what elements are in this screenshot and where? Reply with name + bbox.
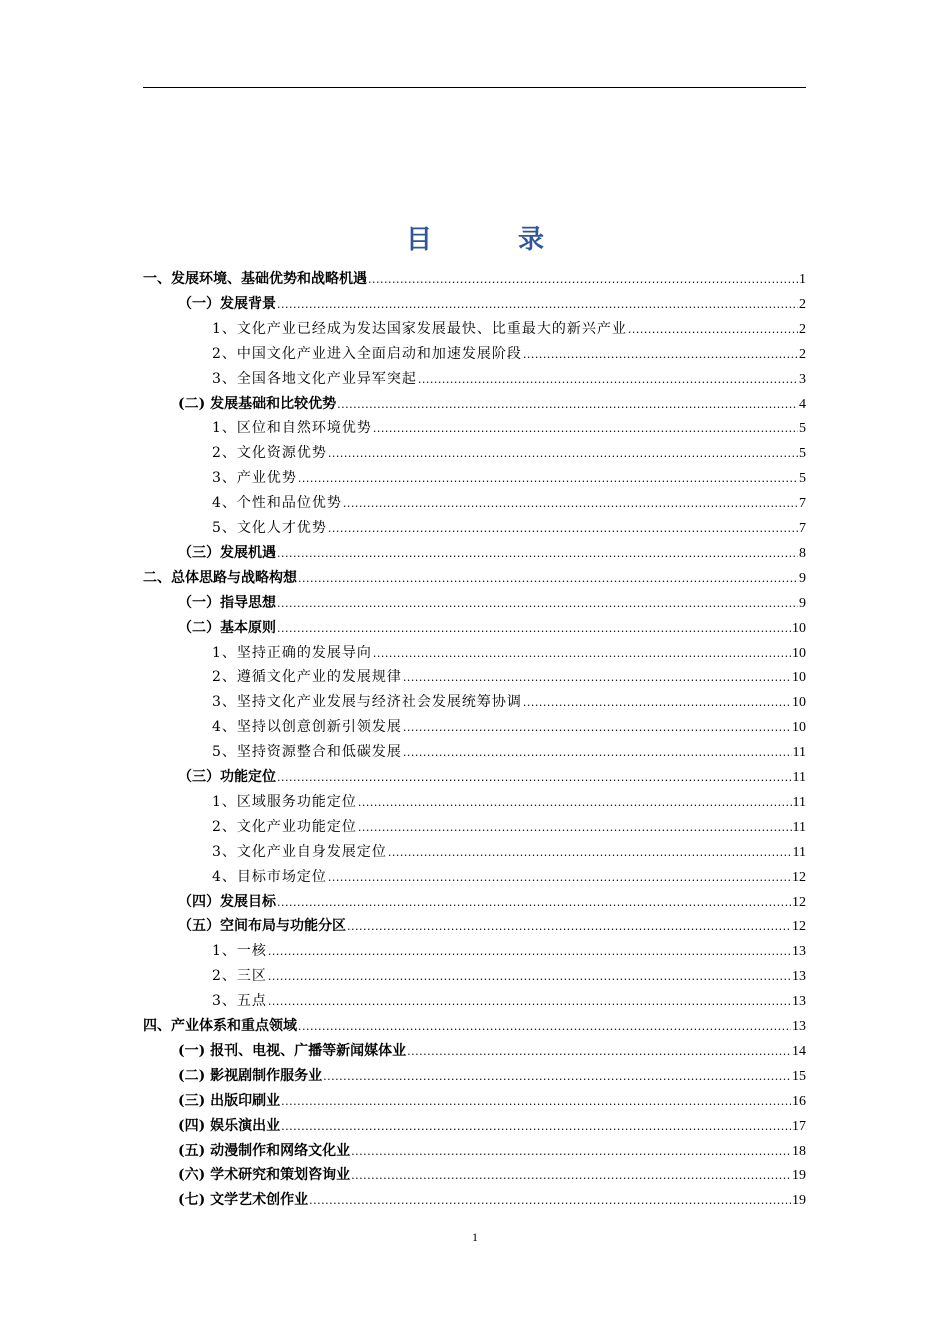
toc-entry-page: 12: [792, 919, 806, 935]
toc-entry[interactable]: [212, 790, 806, 815]
page-number: 1: [472, 1230, 478, 1244]
toc-entry-page: 12: [792, 869, 806, 885]
toc-entry[interactable]: [212, 865, 806, 890]
toc-dot-leader: [268, 939, 791, 964]
toc-entry[interactable]: [178, 616, 806, 641]
toc-dot-leader: [388, 840, 792, 865]
toc-entry-label: (一) 报刊、电视、广播等新闻媒体业: [178, 1042, 407, 1059]
toc-entry-page: 8: [799, 545, 806, 561]
toc-entry-label: 一、发展环境、基础优势和战略机遇: [143, 271, 367, 287]
toc-entry-label: 1、一核: [212, 943, 267, 960]
toc-entry-label: 二、总体思路与战略构想: [143, 569, 297, 586]
toc-entry-label: (四) 娱乐演出业: [178, 1117, 281, 1134]
toc-entry-label: （五）空间布局与功能分区: [178, 918, 346, 935]
toc-entry-page: 5: [799, 471, 806, 487]
toc-dot-leader: [358, 815, 792, 840]
toc-entry-label: 4、坚持以创意创新引领发展: [212, 719, 402, 736]
toc-dot-leader: [523, 690, 791, 715]
toc-entry-page: 11: [792, 794, 806, 810]
toc-entry-label: 3、文化产业自身发展定位: [212, 843, 387, 860]
toc-entry[interactable]: [143, 267, 806, 292]
toc-entry[interactable]: [212, 441, 806, 466]
toc-entry-label: 2、三区: [212, 968, 267, 985]
toc-entry[interactable]: [178, 914, 806, 939]
toc-dot-leader: [281, 1114, 791, 1139]
toc-dot-leader: [407, 1039, 791, 1064]
toc-entry-label: （三）发展机遇: [178, 544, 276, 561]
toc-dot-leader: [277, 591, 798, 616]
toc-entry-page: 18: [792, 1143, 806, 1159]
toc-entry-label: 3、全国各地文化产业异军突起: [212, 370, 417, 387]
toc-entry-page: 14: [792, 1043, 806, 1059]
toc-entry[interactable]: [212, 964, 806, 989]
toc-entry[interactable]: [178, 591, 806, 616]
toc-entry-label: (二) 发展基础和比较优势: [178, 395, 337, 412]
toc-entry[interactable]: [212, 317, 806, 342]
toc-entry-page: 16: [792, 1093, 806, 1109]
toc-entry-label: 4、目标市场定位: [212, 868, 327, 885]
toc-entry[interactable]: [212, 367, 806, 392]
toc-dot-leader: [328, 441, 798, 466]
toc-entry-page: 12: [792, 894, 806, 910]
toc-entry[interactable]: [212, 342, 806, 367]
toc-entry-label: 4、个性和品位优势: [212, 495, 342, 512]
toc-entry-page: 2: [799, 321, 806, 337]
toc-entry[interactable]: [178, 1163, 806, 1188]
toc-entry-label: (三) 出版印刷业: [178, 1092, 281, 1109]
toc-dot-leader: [403, 740, 792, 765]
toc-entry-page: 9: [799, 595, 806, 611]
toc-dot-leader: [347, 914, 791, 939]
toc-entry[interactable]: [178, 890, 806, 915]
toc-entry-label: 1、区域服务功能定位: [212, 793, 357, 810]
toc-dot-leader: [298, 466, 798, 491]
toc-dot-leader: [328, 516, 798, 541]
toc-dot-leader: [277, 541, 798, 566]
toc-entry-label: (五) 动漫制作和网络文化业: [178, 1142, 351, 1159]
toc-dot-leader: [351, 1139, 791, 1164]
toc-entry-label: 3、产业优势: [212, 470, 297, 487]
toc-dot-leader: [298, 1014, 791, 1039]
toc-entry-label: 2、文化产业功能定位: [212, 818, 357, 835]
toc-entry-label: 5、坚持资源整合和低碳发展: [212, 744, 402, 761]
toc-entry[interactable]: [178, 541, 806, 566]
toc-dot-leader: [268, 989, 791, 1014]
toc-dot-leader: [277, 292, 798, 317]
toc-entry[interactable]: [212, 939, 806, 964]
toc-dot-leader: [281, 1089, 791, 1114]
toc-entry-page: 5: [799, 421, 806, 437]
toc-entry-page: 11: [792, 770, 806, 785]
toc-entry-page: 10: [792, 695, 806, 711]
toc-entry-page: 19: [792, 1168, 806, 1184]
toc-entry-page: 13: [792, 969, 806, 985]
toc-entry-label: （二）基本原则: [178, 619, 276, 636]
toc-entry-page: 10: [792, 720, 806, 736]
toc-entry-page: 13: [792, 1019, 806, 1034]
toc-entry-label: 2、遵循文化产业的发展规律: [212, 669, 402, 686]
toc-entry-page: 9: [799, 570, 806, 586]
toc-title: 目 录: [405, 225, 574, 255]
toc-entry-label: （三）功能定位: [178, 769, 276, 785]
toc-dot-leader: [277, 765, 792, 790]
toc-dot-leader: [351, 1163, 791, 1188]
toc-entry[interactable]: [212, 840, 806, 865]
toc-entry-page: 13: [792, 994, 806, 1010]
toc-entry[interactable]: [178, 1039, 806, 1064]
toc-dot-leader: [358, 790, 792, 815]
toc-entry[interactable]: [178, 1139, 806, 1164]
toc-entry[interactable]: [212, 516, 806, 541]
toc-entry[interactable]: [212, 715, 806, 740]
header-rule: [143, 87, 806, 88]
toc-entry[interactable]: [178, 1089, 806, 1114]
toc-entry[interactable]: [178, 1064, 806, 1089]
toc-entry[interactable]: [212, 665, 806, 690]
toc-entry-label: 5、文化人才优势: [212, 520, 327, 536]
toc-dot-leader: [628, 317, 798, 342]
toc-entry-page: 11: [792, 819, 806, 835]
toc-dot-leader: [277, 890, 791, 915]
toc-entry[interactable]: [212, 466, 806, 491]
toc-entry-page: 10: [792, 670, 806, 686]
toc-entry-page: 7: [799, 521, 806, 536]
toc-entry[interactable]: [212, 740, 806, 765]
toc-entry-label: （一）发展背景: [178, 295, 276, 312]
toc-dot-leader: [403, 715, 791, 740]
toc-dot-leader: [403, 665, 791, 690]
toc-entry-page: 5: [799, 446, 806, 462]
toc-dot-leader: [418, 367, 798, 392]
toc-entry-label: 3、坚持文化产业发展与经济社会发展统筹协调: [212, 694, 522, 711]
toc-entry[interactable]: [178, 392, 806, 417]
toc-entry-page: 2: [799, 346, 806, 362]
toc-entry-label: 1、文化产业已经成为发达国家发展最快、比重最大的新兴产业: [212, 320, 627, 337]
toc-entry-page: 3: [799, 371, 806, 387]
toc-entry-label: (二) 影视剧制作服务业: [178, 1067, 323, 1084]
toc-entry-label: （四）发展目标: [178, 893, 276, 910]
toc-entry-page: 7: [799, 496, 806, 512]
toc-entry[interactable]: [178, 1114, 806, 1139]
toc-entry[interactable]: [212, 416, 806, 441]
toc-entry-label: (六) 学术研究和策划咨询业: [178, 1167, 351, 1184]
toc-entry[interactable]: [212, 815, 806, 840]
toc-entry[interactable]: [178, 1188, 806, 1213]
toc-dot-leader: [268, 964, 791, 989]
toc-entry-label: 1、区位和自然环境优势: [212, 420, 372, 437]
toc-entry[interactable]: [143, 1014, 806, 1039]
toc-entry-label: 2、文化资源优势: [212, 445, 327, 462]
toc-entry-page: 10: [792, 620, 806, 636]
toc-entry[interactable]: [212, 690, 806, 715]
toc-entry-page: 4: [799, 396, 806, 412]
toc-dot-leader: [368, 267, 798, 292]
toc-dot-leader: [323, 1064, 791, 1089]
toc-entry-page: 11: [792, 745, 806, 761]
toc-dot-leader: [337, 392, 798, 417]
toc-entry-page: 17: [792, 1118, 806, 1134]
toc-entry[interactable]: [178, 292, 806, 317]
toc-dot-leader: [277, 616, 791, 641]
toc-entry[interactable]: [212, 989, 806, 1014]
toc-dot-leader: [343, 491, 798, 516]
toc-dot-leader: [373, 641, 791, 666]
toc-dot-leader: [328, 865, 791, 890]
toc-entry-label: 3、五点: [212, 993, 267, 1010]
toc-entry[interactable]: [212, 491, 806, 516]
toc-entry[interactable]: [143, 566, 806, 591]
toc-dot-leader: [373, 416, 798, 441]
toc-entry-label: 四、产业体系和重点领域: [143, 1018, 297, 1034]
toc-entry-label: 1、坚持正确的发展导向: [212, 644, 372, 661]
toc-dot-leader: [309, 1188, 791, 1213]
toc-entry-label: 2、中国文化产业进入全面启动和加速发展阶段: [212, 345, 522, 362]
toc-entry-label: （一）指导思想: [178, 594, 276, 611]
toc-entry[interactable]: [178, 765, 806, 790]
toc-entry-page: 2: [799, 296, 806, 312]
toc-entry-page: 19: [792, 1193, 806, 1209]
toc-entry-page: 13: [792, 944, 806, 960]
toc-dot-leader: [523, 342, 798, 367]
toc-entry-page: 11: [792, 844, 806, 860]
toc-entry-page: 15: [792, 1068, 806, 1084]
toc-entry-label: (七) 文学艺术创作业: [178, 1192, 309, 1209]
toc-entry-page: 10: [792, 645, 806, 661]
toc-entry-page: 1: [799, 272, 806, 287]
toc-dot-leader: [298, 566, 798, 591]
toc-entry[interactable]: [212, 641, 806, 666]
